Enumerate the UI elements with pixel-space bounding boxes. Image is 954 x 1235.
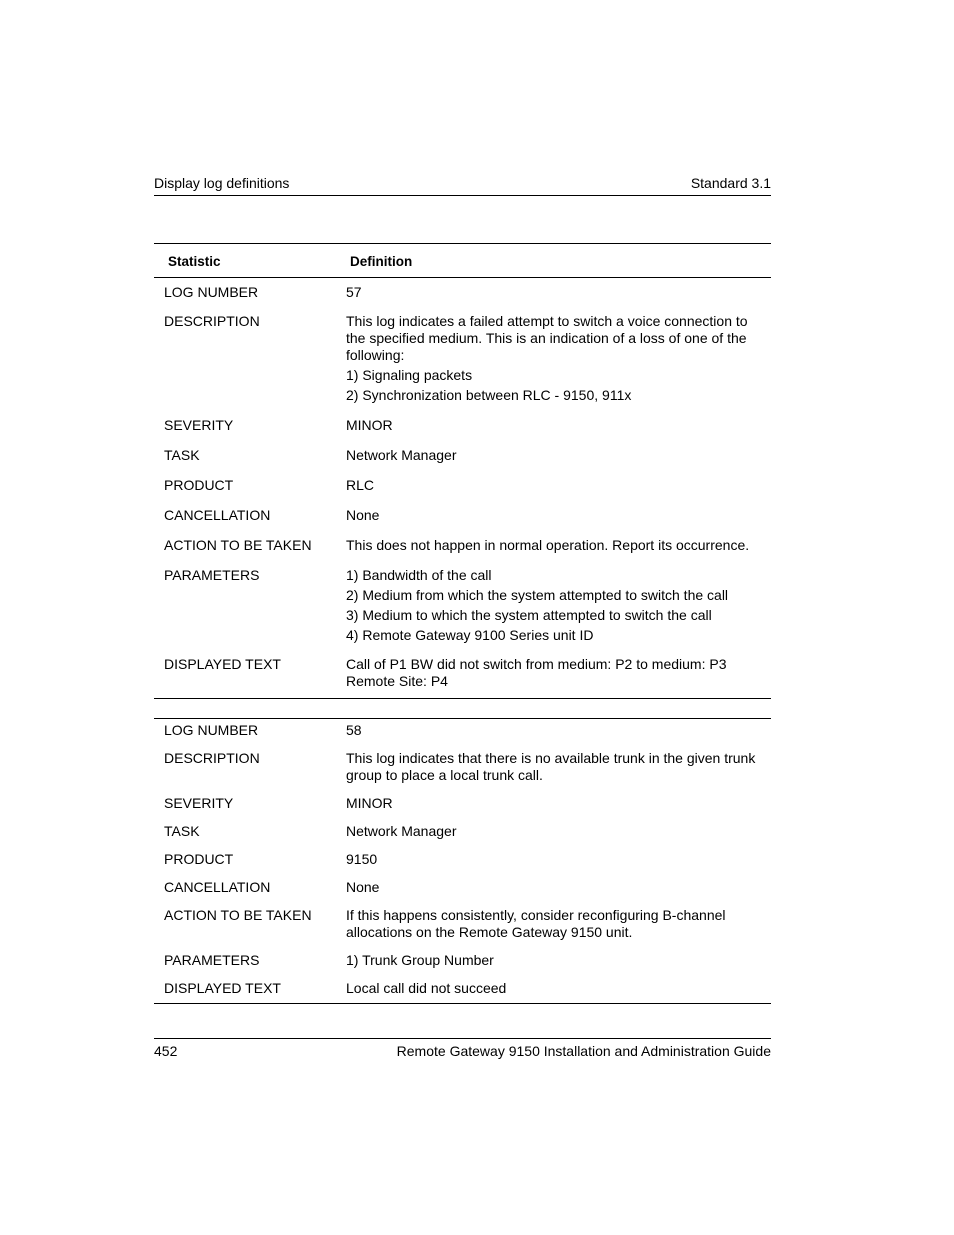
column-statistic: Statistic [168,254,221,269]
table-column-header [154,244,771,278]
definition-value [346,567,760,644]
definition-value: This log indicates that there is no available trunk in the given trunk group to place a local trunk call. [346,750,756,783]
table-row [154,722,771,739]
page-header [154,174,771,196]
statistic-label: PARAMETERS [164,952,260,968]
table-row [154,879,771,896]
parameter-item: 3) Medium to which the system attempted to switch the call [346,607,712,623]
definition-value: RLC [346,477,375,493]
table-row [154,477,771,494]
definition-value: If this happens consistently, consider reconfiguring B-channel allocations on the Remote Gateway 9150 unit. [346,907,726,940]
statistic-label: DISPLAYED TEXT [164,656,281,672]
table-row [154,567,771,644]
definition-value: 1) Trunk Group Number [346,952,494,968]
table-row [154,907,771,941]
displayed-text-line: Call of P1 BW did not switch from medium: P2 to medium: P3 [346,656,727,672]
definition-value: MINOR [346,795,393,811]
statistic-label: TASK [164,823,200,839]
table-row [154,284,771,301]
table-row [154,952,771,969]
definition-value: Network Manager [346,823,457,839]
parameter-item: 1) Bandwidth of the call [346,567,492,583]
log-58-table [154,718,771,1004]
table-row [154,980,771,997]
page-number: 452 [154,1043,178,1059]
table-row [154,537,771,554]
statistic-label: LOG NUMBER [164,722,259,738]
section-title: Display log definitions [154,175,290,191]
statistic-label: TASK [164,447,200,463]
description-item: 1) Signaling packets [346,367,473,383]
table-row [154,795,771,812]
statistic-label: ACTION TO BE TAKEN [164,907,312,923]
statistic-label: PRODUCT [164,477,234,493]
table-row [154,313,771,404]
description-text: This log indicates a failed attempt to switch a voice connection to the specified medium. This is an indication of a loss of one of the following: [346,313,748,363]
statistic-label: CANCELLATION [164,507,271,523]
statistic-label: DISPLAYED TEXT [164,980,281,996]
table-row [154,750,771,784]
definition-value [346,656,760,690]
guide-title: Remote Gateway 9150 Installation and Administration Guide [396,1043,771,1059]
statistic-label: DESCRIPTION [164,313,260,329]
table-row [154,851,771,868]
page-footer [154,1038,771,1061]
definition-value: This does not happen in normal operation. Report its occurrence. [346,537,750,553]
statistic-label: SEVERITY [164,417,234,433]
column-definition: Definition [350,254,413,269]
statistic-label: DESCRIPTION [164,750,260,766]
statistic-label: PARAMETERS [164,567,260,583]
log-57-table [154,243,771,699]
table-row [154,823,771,840]
table-row [154,656,771,690]
description-item: 2) Synchronization between RLC - 9150, 911x [346,387,632,403]
parameter-item: 4) Remote Gateway 9100 Series unit ID [346,627,594,643]
table-row [154,507,771,524]
definition-value: 58 [346,722,362,738]
statistic-label: PRODUCT [164,851,234,867]
definition-value: None [346,507,380,523]
definition-value: Network Manager [346,447,457,463]
definition-value: MINOR [346,417,393,433]
statistic-label: ACTION TO BE TAKEN [164,537,312,553]
definition-value: 57 [346,284,362,300]
table-row [154,417,771,434]
displayed-text-line: Remote Site: P4 [346,673,448,689]
definition-value [346,313,760,404]
definition-value: None [346,879,380,895]
statistic-label: LOG NUMBER [164,284,259,300]
statistic-label: CANCELLATION [164,879,271,895]
version-label: Standard 3.1 [690,175,771,191]
statistic-label: SEVERITY [164,795,234,811]
definition-value: 9150 [346,851,378,867]
parameter-item: 2) Medium from which the system attempted to switch the call [346,587,729,603]
table-row [154,447,771,464]
definition-value: Local call did not succeed [346,980,507,996]
